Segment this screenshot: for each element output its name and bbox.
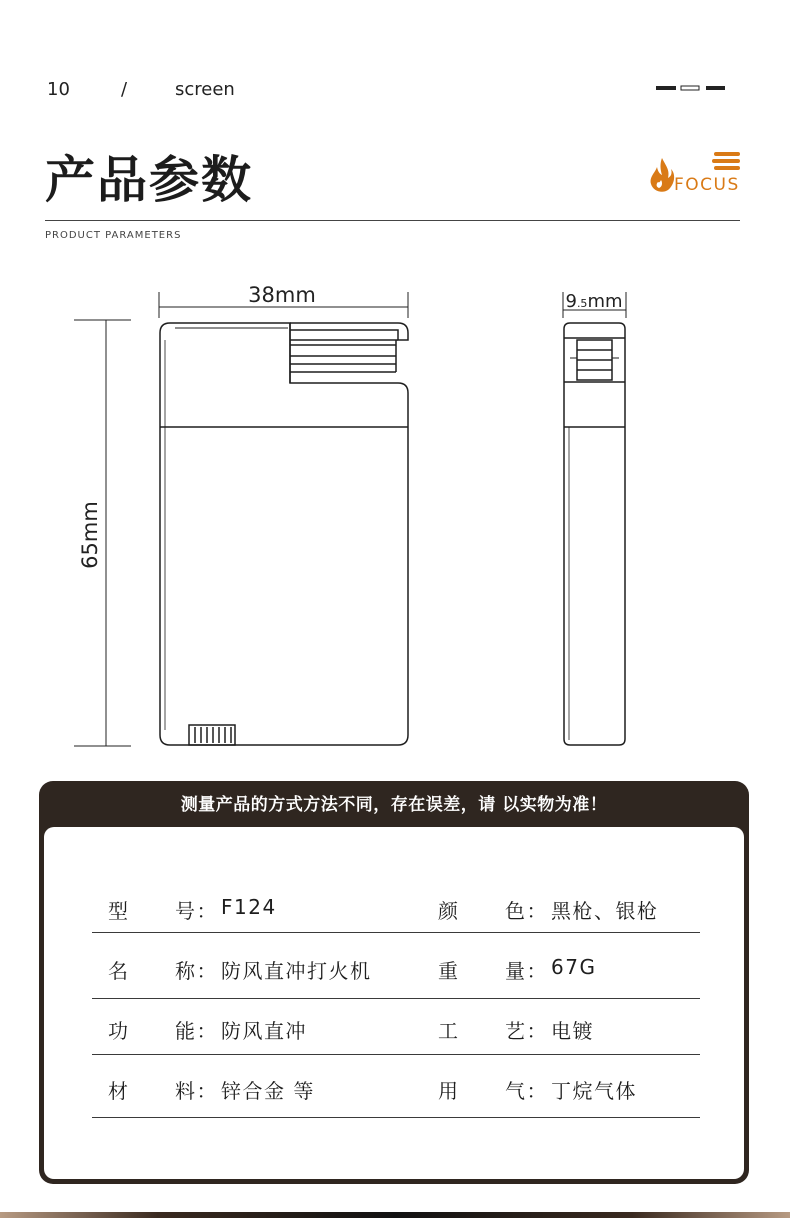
- row-divider: [92, 1054, 700, 1055]
- section-name: screen: [175, 79, 235, 100]
- spec-label-char: 色：: [505, 899, 548, 923]
- brand-name: FOCUS: [674, 175, 740, 195]
- spec-label-char: 量：: [505, 959, 548, 983]
- spec-label-char: 能：: [175, 1019, 218, 1043]
- spec-label-char: 号：: [175, 899, 218, 923]
- spec-label-char: 名: [108, 959, 130, 983]
- spec-label-char: 用: [438, 1079, 460, 1103]
- side-view: [564, 323, 625, 745]
- row-divider: [92, 932, 700, 933]
- spec-value-process: 电镀: [551, 1019, 594, 1043]
- spec-value-color: 黑枪、银枪: [551, 899, 659, 923]
- spec-value-gas: 丁烷气体: [551, 1079, 637, 1103]
- spec-label-char: 艺：: [505, 1019, 548, 1043]
- depth-label: 9.5mm: [565, 291, 623, 312]
- spec-label-char: 料：: [175, 1079, 218, 1103]
- spec-label-char: 工: [438, 1019, 460, 1043]
- spec-label-char: 功: [108, 1019, 130, 1043]
- spec-value-name: 防风直冲打火机: [221, 959, 372, 983]
- spec-value-function: 防风直冲: [221, 1019, 307, 1043]
- spec-label-char: 称：: [175, 959, 218, 983]
- dash-decoration-icon: [656, 84, 726, 92]
- width-label: 38mm: [248, 283, 316, 307]
- row-divider: [92, 1117, 700, 1118]
- page-separator: /: [121, 79, 128, 100]
- lighter-dimension-drawing: [0, 270, 790, 770]
- measurement-notice: 测量产品的方式方法不同，存在误差，请 以实物为准！: [180, 795, 608, 815]
- spec-label-char: 颜: [438, 899, 460, 923]
- front-view: [160, 323, 408, 745]
- page-subtitle: PRODUCT PARAMETERS: [45, 230, 182, 241]
- bottom-decoration-bar: [0, 1212, 790, 1218]
- height-label: 65mm: [78, 501, 102, 569]
- spec-label-char: 重: [438, 959, 460, 983]
- spec-label-char: 材: [108, 1079, 130, 1103]
- spec-panel: [44, 827, 744, 1179]
- page-title: 产品参数: [45, 151, 253, 209]
- spec-value-weight: 67G: [551, 955, 597, 979]
- spec-label-char: 型: [108, 899, 130, 923]
- page-number: 10: [47, 79, 70, 100]
- row-divider: [92, 998, 700, 999]
- title-divider: [45, 220, 740, 221]
- spec-value-material: 锌合金 等: [221, 1079, 315, 1103]
- spec-label-char: 气：: [505, 1079, 548, 1103]
- spec-value-model: F124: [221, 895, 277, 919]
